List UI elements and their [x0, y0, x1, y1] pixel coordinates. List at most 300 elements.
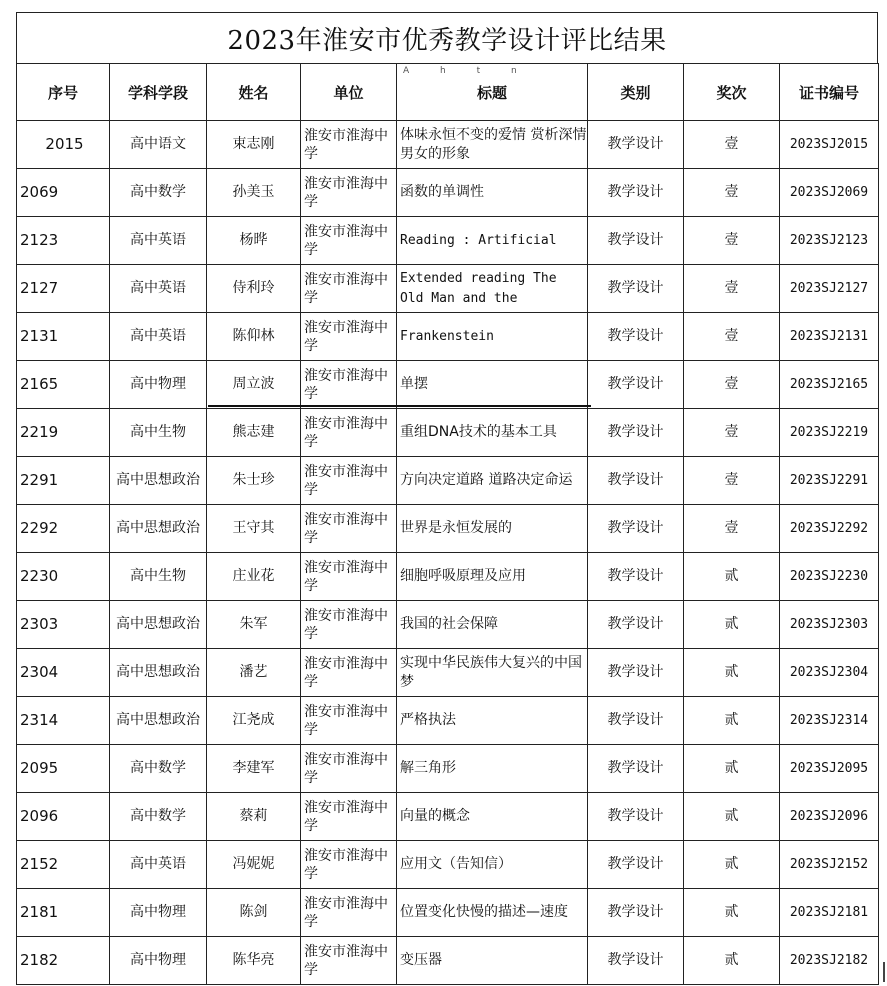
unit-cell: [301, 121, 397, 169]
award-cell-text: 贰: [724, 856, 739, 872]
cert-cell: [780, 553, 879, 601]
seq-cell: [17, 457, 110, 505]
table-header-row: [17, 64, 879, 121]
name-cell-text: 王守其: [232, 520, 275, 536]
cert-cell-text: 2023SJ2219: [789, 425, 869, 440]
name-cell: [207, 889, 301, 937]
seq-cell: [17, 121, 110, 169]
table-row: [17, 793, 879, 841]
seq-cell-text: 2015: [45, 135, 84, 153]
subject-cell: [110, 361, 207, 409]
award-cell-text: 壹: [724, 472, 739, 488]
topic-cell-text: 实现中华民族伟大复兴的中国梦: [400, 654, 582, 690]
award-cell-text: 贰: [724, 904, 739, 920]
award-cell-text: 壹: [724, 424, 739, 440]
header-stray-text: A h t n: [403, 66, 531, 76]
award-cell: [684, 937, 780, 985]
category-cell: [588, 841, 684, 889]
cert-cell-text: 2023SJ2304: [789, 665, 869, 680]
topic-cell: [397, 121, 588, 169]
seq-cell-text: 2314: [20, 711, 59, 729]
name-cell-text: 陈华亮: [232, 952, 275, 968]
header-topic-label: 标题: [476, 83, 507, 102]
seq-cell-text: 2165: [20, 375, 59, 393]
name-cell: [207, 313, 301, 361]
unit-cell: [301, 265, 397, 313]
name-cell: [207, 697, 301, 745]
name-cell: [207, 265, 301, 313]
seq-cell-text: 2230: [20, 567, 59, 585]
topic-cell: [397, 265, 588, 313]
topic-cell-text: 我国的社会保障: [400, 616, 498, 632]
subject-cell: [110, 121, 207, 169]
table-row: [17, 217, 879, 265]
topic-cell: [397, 889, 588, 937]
cert-cell: [780, 745, 879, 793]
name-cell-text: 朱军: [239, 616, 268, 632]
unit-cell-text: 淮安市淮海中学: [304, 943, 388, 978]
seq-cell-text: 2292: [20, 519, 59, 537]
table-row: [17, 121, 879, 169]
topic-cell-text: 向量的概念: [400, 808, 470, 824]
table-row: [17, 937, 879, 985]
category-cell: [588, 265, 684, 313]
award-cell: [684, 265, 780, 313]
subject-cell-text: 高中物理: [130, 904, 186, 920]
award-cell: [684, 745, 780, 793]
subject-cell-text: 高中思想政治: [116, 616, 200, 632]
category-cell: [588, 505, 684, 553]
subject-cell: [110, 313, 207, 361]
cert-cell: [780, 697, 879, 745]
unit-cell: [301, 841, 397, 889]
seq-cell-text: 2219: [20, 423, 59, 441]
category-cell-text: 教学设计: [607, 472, 664, 488]
unit-cell-text: 淮安市淮海中学: [304, 655, 388, 690]
seq-cell: [17, 937, 110, 985]
header-subject: 学科学段: [110, 64, 207, 121]
category-cell-text: 教学设计: [607, 760, 664, 776]
cert-cell-text: 2023SJ2292: [789, 521, 869, 536]
category-cell: [588, 553, 684, 601]
header-unit: 单位: [301, 64, 397, 121]
award-cell-text: 壹: [724, 280, 739, 296]
topic-cell-text: 方向决定道路 道路决定命运: [400, 472, 573, 488]
cert-cell-text: 2023SJ2165: [789, 377, 869, 392]
table-row: [17, 745, 879, 793]
name-cell-text: 束志刚: [232, 136, 275, 152]
unit-cell-text: 淮安市淮海中学: [304, 223, 388, 258]
topic-cell: [397, 505, 588, 553]
name-cell: [207, 505, 301, 553]
name-cell: [207, 553, 301, 601]
seq-cell: [17, 697, 110, 745]
name-cell: [207, 217, 301, 265]
header-seq: 序号: [17, 64, 110, 121]
cert-cell-text: 2023SJ2015: [789, 137, 869, 152]
header-topic: [397, 64, 588, 121]
name-cell-text: 蔡莉: [239, 808, 268, 824]
award-cell-text: 壹: [724, 136, 739, 152]
subject-cell-text: 高中物理: [130, 376, 186, 392]
category-cell: [588, 889, 684, 937]
seq-cell: [17, 265, 110, 313]
award-cell: [684, 889, 780, 937]
subject-cell-text: 高中数学: [130, 760, 186, 776]
unit-cell: [301, 889, 397, 937]
award-cell-text: 壹: [724, 376, 739, 392]
cert-cell: [780, 505, 879, 553]
award-cell-text: 壹: [724, 184, 739, 200]
subject-cell-text: 高中思想政治: [116, 664, 200, 680]
topic-cell: [397, 793, 588, 841]
subject-cell-text: 高中英语: [130, 280, 186, 296]
subject-cell-text: 高中数学: [130, 184, 186, 200]
table-row: [17, 313, 879, 361]
cell-border-accent: [208, 405, 591, 407]
name-cell-text: 周立波: [232, 376, 275, 392]
topic-cell: [397, 217, 588, 265]
cert-cell: [780, 313, 879, 361]
name-cell: [207, 169, 301, 217]
award-cell-text: 壹: [724, 232, 739, 248]
unit-cell: [301, 793, 397, 841]
subject-cell: [110, 793, 207, 841]
subject-cell-text: 高中英语: [130, 232, 186, 248]
seq-cell: [17, 841, 110, 889]
cert-cell: [780, 409, 879, 457]
table-row: [17, 697, 879, 745]
cert-cell: [780, 217, 879, 265]
topic-cell: [397, 313, 588, 361]
name-cell-text: 陈仰林: [232, 328, 275, 344]
award-cell: [684, 361, 780, 409]
table-row: [17, 889, 879, 937]
seq-cell-text: 2131: [20, 327, 59, 345]
subject-cell: [110, 409, 207, 457]
unit-cell: [301, 697, 397, 745]
topic-cell-text: 应用文（告知信）: [400, 856, 512, 872]
topic-cell: [397, 457, 588, 505]
unit-cell: [301, 649, 397, 697]
subject-cell: [110, 169, 207, 217]
subject-cell: [110, 505, 207, 553]
cert-cell-text: 2023SJ2069: [789, 185, 869, 200]
results-sheet: [16, 12, 878, 985]
table-row: [17, 409, 879, 457]
unit-cell-text: 淮安市淮海中学: [304, 415, 388, 450]
topic-cell-text: Extended reading The Old Man and the: [400, 270, 557, 306]
cert-cell: [780, 265, 879, 313]
table-row: [17, 457, 879, 505]
award-cell-text: 贰: [724, 568, 739, 584]
cert-cell-text: 2023SJ2291: [789, 473, 869, 488]
name-cell: [207, 793, 301, 841]
topic-cell-text: 变压器: [400, 952, 442, 968]
category-cell: [588, 121, 684, 169]
unit-cell-text: 淮安市淮海中学: [304, 511, 388, 546]
award-cell-text: 壹: [724, 520, 739, 536]
name-cell: [207, 361, 301, 409]
unit-cell-text: 淮安市淮海中学: [304, 703, 388, 738]
cert-cell: [780, 937, 879, 985]
seq-cell: [17, 553, 110, 601]
cert-cell: [780, 841, 879, 889]
category-cell: [588, 409, 684, 457]
subject-cell: [110, 265, 207, 313]
subject-cell-text: 高中思想政治: [116, 472, 200, 488]
category-cell-text: 教学设计: [607, 424, 664, 440]
topic-cell: [397, 409, 588, 457]
table-row: [17, 553, 879, 601]
cert-cell: [780, 121, 879, 169]
table-row: [17, 169, 879, 217]
category-cell: [588, 697, 684, 745]
award-cell: [684, 601, 780, 649]
subject-cell-text: 高中生物: [130, 568, 186, 584]
category-cell-text: 教学设计: [607, 232, 664, 248]
cert-cell: [780, 361, 879, 409]
table-row: [17, 505, 879, 553]
category-cell-text: 教学设计: [607, 808, 664, 824]
category-cell-text: 教学设计: [607, 568, 664, 584]
category-cell-text: 教学设计: [607, 328, 664, 344]
seq-cell: [17, 889, 110, 937]
seq-cell: [17, 745, 110, 793]
topic-cell: [397, 553, 588, 601]
cert-cell: [780, 889, 879, 937]
category-cell-text: 教学设计: [607, 136, 664, 152]
subject-cell: [110, 937, 207, 985]
award-cell-text: 贰: [724, 760, 739, 776]
name-cell: [207, 649, 301, 697]
seq-cell-text: 2304: [20, 663, 59, 681]
topic-cell: [397, 601, 588, 649]
award-cell: [684, 313, 780, 361]
subject-cell: [110, 649, 207, 697]
award-cell-text: 贰: [724, 952, 739, 968]
category-cell: [588, 937, 684, 985]
subject-cell-text: 高中英语: [130, 856, 186, 872]
unit-cell-text: 淮安市淮海中学: [304, 175, 388, 210]
cert-cell-text: 2023SJ2152: [789, 857, 869, 872]
topic-cell-text: Frankenstein: [400, 328, 494, 344]
unit-cell-text: 淮安市淮海中学: [304, 751, 388, 786]
cert-cell: [780, 457, 879, 505]
name-cell-text: 潘艺: [239, 664, 268, 680]
cert-cell: [780, 169, 879, 217]
seq-cell-text: 2152: [20, 855, 59, 873]
subject-cell: [110, 457, 207, 505]
subject-cell-text: 高中思想政治: [116, 520, 200, 536]
unit-cell: [301, 409, 397, 457]
subject-cell-text: 高中数学: [130, 808, 186, 824]
cert-cell-text: 2023SJ2182: [789, 953, 869, 968]
category-cell-text: 教学设计: [607, 520, 664, 536]
unit-cell-text: 淮安市淮海中学: [304, 799, 388, 834]
seq-cell-text: 2182: [20, 951, 59, 969]
cert-cell-text: 2023SJ2096: [789, 809, 869, 824]
name-cell: [207, 745, 301, 793]
header-cert: 证书编号: [780, 64, 879, 121]
unit-cell-text: 淮安市淮海中学: [304, 847, 388, 882]
subject-cell: [110, 553, 207, 601]
award-cell: [684, 793, 780, 841]
table-row: [17, 841, 879, 889]
seq-cell-text: 2303: [20, 615, 59, 633]
topic-cell-text: 世界是永恒发展的: [400, 520, 512, 536]
name-cell-text: 熊志建: [232, 424, 275, 440]
table-body: [17, 121, 879, 985]
topic-cell-text: 细胞呼吸原理及应用: [400, 568, 526, 584]
subject-cell: [110, 217, 207, 265]
subject-cell: [110, 841, 207, 889]
name-cell-text: 陈剑: [239, 904, 268, 920]
award-cell: [684, 553, 780, 601]
name-cell-text: 李建军: [232, 760, 275, 776]
unit-cell-text: 淮安市淮海中学: [304, 319, 388, 354]
seq-cell: [17, 793, 110, 841]
award-cell-text: 贰: [724, 712, 739, 728]
cert-cell-text: 2023SJ2127: [789, 281, 869, 296]
category-cell-text: 教学设计: [607, 280, 664, 296]
category-cell: [588, 745, 684, 793]
category-cell: [588, 169, 684, 217]
unit-cell: [301, 505, 397, 553]
name-cell-text: 朱士珍: [232, 472, 275, 488]
name-cell: [207, 937, 301, 985]
seq-cell-text: 2181: [20, 903, 59, 921]
subject-cell: [110, 697, 207, 745]
cert-cell-text: 2023SJ2123: [789, 233, 869, 248]
seq-cell: [17, 169, 110, 217]
topic-cell: [397, 169, 588, 217]
topic-cell: [397, 841, 588, 889]
category-cell: [588, 793, 684, 841]
name-cell-text: 庄业花: [232, 568, 275, 584]
unit-cell-text: 淮安市淮海中学: [304, 127, 388, 162]
unit-cell: [301, 169, 397, 217]
subject-cell-text: 高中生物: [130, 424, 186, 440]
topic-cell: [397, 361, 588, 409]
unit-cell: [301, 217, 397, 265]
category-cell-text: 教学设计: [607, 184, 664, 200]
name-cell: [207, 601, 301, 649]
table-row: [17, 361, 879, 409]
category-cell: [588, 217, 684, 265]
award-cell: [684, 121, 780, 169]
topic-cell-text: 严格执法: [400, 712, 456, 728]
category-cell-text: 教学设计: [607, 616, 664, 632]
table-row: [17, 601, 879, 649]
topic-cell: [397, 649, 588, 697]
seq-cell-text: 2123: [20, 231, 59, 249]
unit-cell-text: 淮安市淮海中学: [304, 559, 388, 594]
unit-cell-text: 淮安市淮海中学: [304, 607, 388, 642]
award-cell: [684, 409, 780, 457]
subject-cell: [110, 745, 207, 793]
seq-cell-text: 2291: [20, 471, 59, 489]
cert-cell-text: 2023SJ2230: [789, 569, 869, 584]
topic-cell: [397, 937, 588, 985]
award-cell: [684, 505, 780, 553]
award-cell-text: 贰: [724, 616, 739, 632]
topic-cell-text: 重组DNA技术的基本工具: [400, 424, 557, 440]
category-cell-text: 教学设计: [607, 376, 664, 392]
award-cell: [684, 457, 780, 505]
unit-cell: [301, 553, 397, 601]
award-cell-text: 贰: [724, 808, 739, 824]
topic-cell-text: 体味永恒不变的爱情 赏析深情男女的形象: [400, 126, 587, 162]
seq-cell: [17, 649, 110, 697]
unit-cell: [301, 745, 397, 793]
unit-cell: [301, 937, 397, 985]
seq-cell: [17, 313, 110, 361]
cert-cell: [780, 793, 879, 841]
category-cell-text: 教学设计: [607, 856, 664, 872]
category-cell-text: 教学设计: [607, 904, 664, 920]
results-table: [16, 63, 879, 985]
header-award: 奖次: [684, 64, 780, 121]
award-cell: [684, 169, 780, 217]
seq-cell: [17, 361, 110, 409]
award-cell: [684, 217, 780, 265]
category-cell: [588, 457, 684, 505]
unit-cell: [301, 361, 397, 409]
award-cell-text: 贰: [724, 664, 739, 680]
name-cell-text: 孙美玉: [232, 184, 275, 200]
unit-cell-text: 淮安市淮海中学: [304, 271, 388, 306]
unit-cell-text: 淮安市淮海中学: [304, 463, 388, 498]
category-cell-text: 教学设计: [607, 712, 664, 728]
name-cell-text: 冯妮妮: [232, 856, 275, 872]
award-cell: [684, 841, 780, 889]
cert-cell-text: 2023SJ2181: [789, 905, 869, 920]
unit-cell: [301, 457, 397, 505]
name-cell: [207, 409, 301, 457]
topic-cell-text: 位置变化快慢的描述—速度: [400, 904, 568, 920]
unit-cell: [301, 313, 397, 361]
topic-cell-text: 单摆: [400, 376, 428, 392]
seq-cell: [17, 217, 110, 265]
award-cell: [684, 649, 780, 697]
category-cell: [588, 313, 684, 361]
name-cell: [207, 841, 301, 889]
subject-cell-text: 高中英语: [130, 328, 186, 344]
seq-cell-text: 2127: [20, 279, 59, 297]
corner-mark: [883, 962, 885, 982]
cert-cell-text: 2023SJ2095: [789, 761, 869, 776]
header-name: 姓名: [207, 64, 301, 121]
name-cell: [207, 457, 301, 505]
subject-cell-text: 高中物理: [130, 952, 186, 968]
seq-cell-text: 2069: [20, 183, 59, 201]
subject-cell: [110, 889, 207, 937]
seq-cell-text: 2096: [20, 807, 59, 825]
topic-cell: [397, 697, 588, 745]
name-cell-text: 江尧成: [232, 712, 275, 728]
unit-cell: [301, 601, 397, 649]
header-category: 类别: [588, 64, 684, 121]
seq-cell: [17, 505, 110, 553]
subject-cell: [110, 601, 207, 649]
category-cell-text: 教学设计: [607, 664, 664, 680]
name-cell-text: 侍利玲: [232, 280, 275, 296]
topic-cell: [397, 745, 588, 793]
topic-cell-text: 函数的单调性: [400, 184, 484, 200]
category-cell: [588, 601, 684, 649]
table-row: [17, 649, 879, 697]
